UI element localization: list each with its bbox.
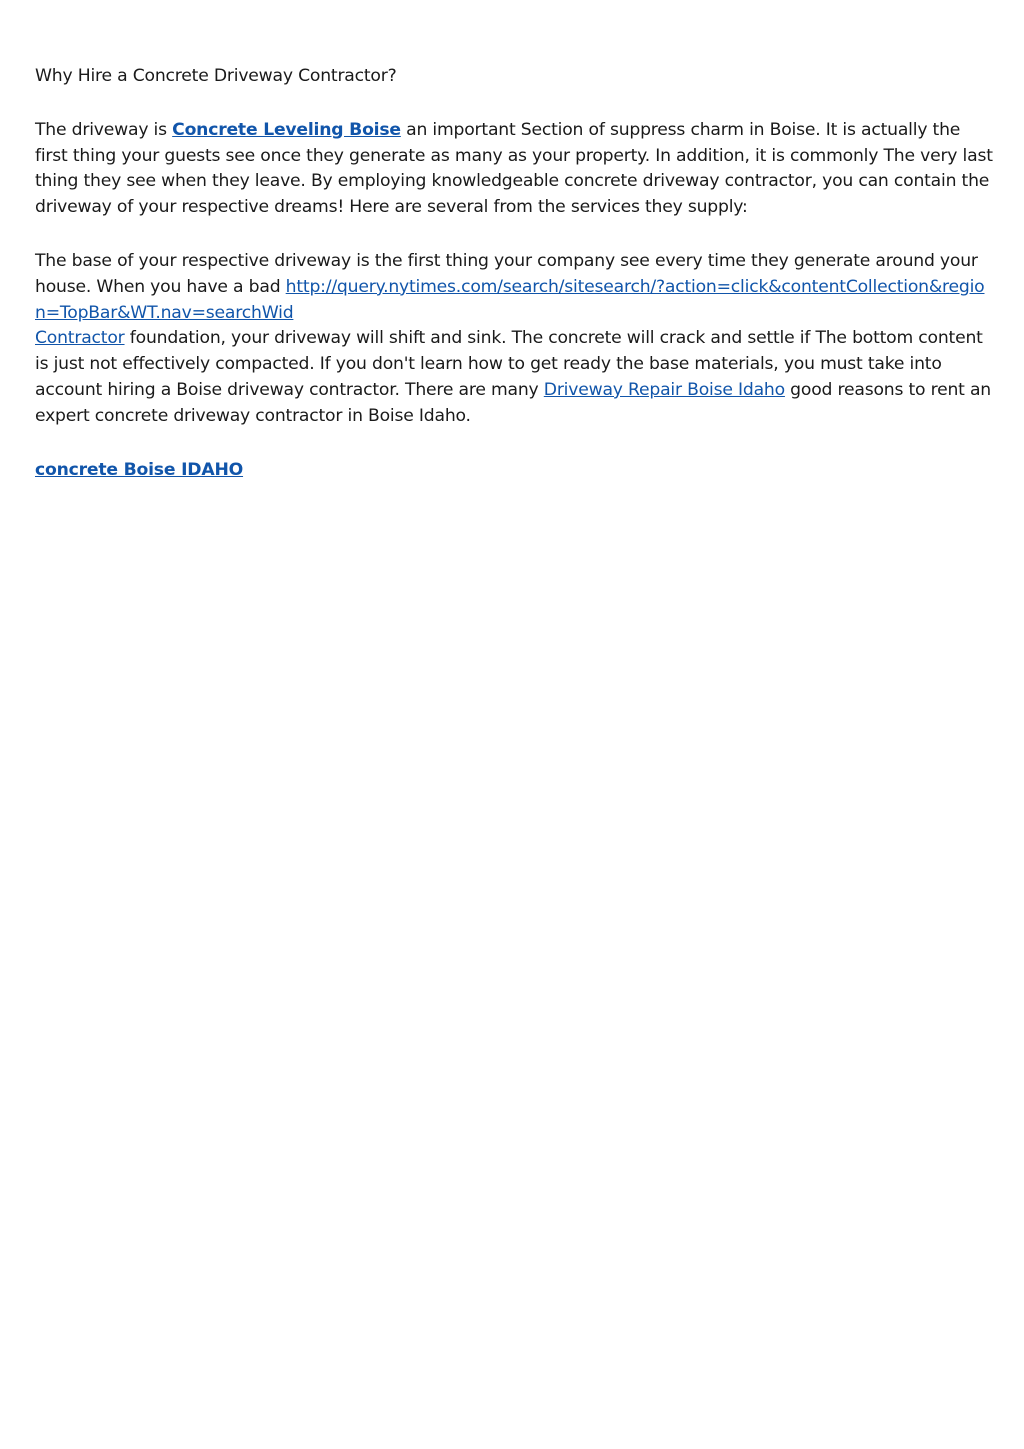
paragraph-base-text-start: The base of your respective driveway is the first thing your company see every time they generate around your house. When you have a bad — [35, 250, 978, 297]
concrete-leveling-boise-link[interactable]: Concrete Leveling Boise — [172, 119, 401, 140]
paragraph-intro-text-start: The driveway is — [35, 119, 173, 140]
document-page — [35, 64, 995, 483]
paragraph-intro — [35, 118, 995, 221]
paragraph-base-text-middle: foundation, your driveway will shift and sink. The concrete will crack and settle if The bottom content is just not effectively compacted. If you don't learn how to get ready the base materials, you must take into account hiring a Boise driveway contractor. There are many — [35, 328, 983, 400]
document-title: Why Hire a Concrete Driveway Contractor? — [35, 66, 397, 86]
concrete-boise-idaho-link[interactable]: concrete Boise IDAHO — [35, 459, 244, 480]
driveway-repair-boise-idaho-link[interactable]: Driveway Repair Boise Idaho — [543, 379, 785, 400]
nytimes-search-link-tail: Contractor — [35, 328, 125, 349]
paragraph-base — [35, 249, 995, 430]
nytimes-search-link-url: http://query.nytimes.com/search/sitesearch/?action=click&contentCollection&region=TopBar&WT.nav=searchWid — [35, 276, 985, 323]
paragraph-base-text-end: good reasons to rent an expert concrete driveway contractor in Boise Idaho. — [35, 379, 991, 426]
paragraph-intro-text-end: an important Section of suppress charm in Boise. It is actually the first thing your guests see once they generate as many as your property. In addition, it is commonly The very last thing they see when they leave. By employing knowledgeable concrete driveway contractor, you can contain the driveway of your respective dreams! Here are several from the services they supply: — [35, 119, 993, 218]
